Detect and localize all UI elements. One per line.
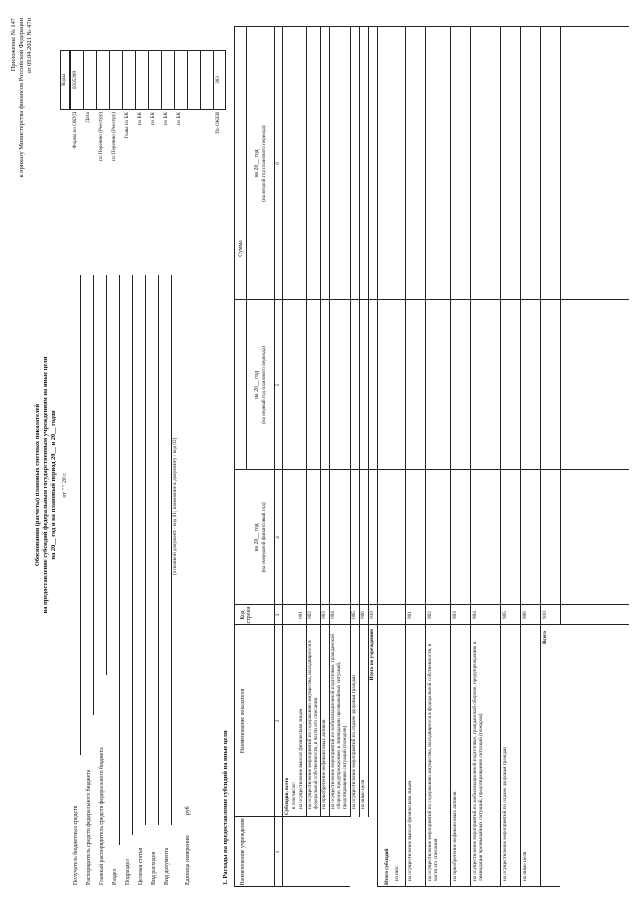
- field-recipient: Получатель бюджетных средств: [73, 805, 79, 885]
- code-label-registry-2: по Перечню (Реестру): [111, 112, 117, 161]
- row-code: 903: [452, 611, 458, 619]
- col-num-5: 5: [275, 383, 281, 387]
- row-code: 906: [522, 611, 528, 619]
- table-row: на иные цели: [522, 851, 528, 881]
- code-label-bk-2: по БК: [150, 112, 156, 126]
- field-manager: Распорядитель средств федерального бюджета: [86, 769, 92, 885]
- appendix-line-2: к приказу Министерства финансов Российской Федерации: [18, 18, 25, 178]
- code-label-bk-1: по БК: [137, 112, 143, 126]
- field-subsection: Подраздел: [125, 859, 131, 885]
- col-row-code: Код строки: [240, 606, 253, 624]
- field-unit: Единица измерения:: [185, 834, 191, 885]
- code-label-glava: Глава по БК: [124, 112, 130, 139]
- table-row: на осуществление мероприятий по содержанию имущества, находящегося в федеральной собственности, в части его списания: [307, 640, 319, 809]
- field-expense-type: Вид расходов: [151, 851, 157, 885]
- row-code: 003: [321, 611, 327, 619]
- sum-header: Сумма: [238, 240, 244, 257]
- col-institution: Наименование учреждения: [240, 818, 246, 886]
- table-row: на осуществление выплат физическим лицам: [298, 708, 304, 809]
- appendix-line-3: от 09.04.2021 № 47н: [26, 18, 33, 74]
- table-row: в том числе:: [291, 781, 297, 809]
- row-code: 005: [351, 611, 357, 619]
- title-line-3: на 20__ год и на плановый период 20__ и 20__ годов: [50, 410, 57, 560]
- code-value-okud: 0505399: [72, 70, 78, 90]
- code-label-registry-1: по Перечню (Реестру): [98, 112, 104, 161]
- row-code: 901: [407, 611, 413, 619]
- table-row: Итого субсидий: [384, 848, 390, 885]
- row-code: 902: [427, 611, 433, 619]
- codes-header: Коды: [61, 74, 67, 86]
- table-row: на осуществление мероприятий по содержанию имущества, находящегося в федеральной собственности, в части его списания: [427, 643, 439, 881]
- row-code: 910: [542, 611, 548, 619]
- date-line: от " " 20 г.: [62, 472, 68, 498]
- table-row: на приобретение нефинансовых активов: [452, 791, 458, 881]
- code-value-okei: 383: [215, 76, 221, 84]
- title-line-1: Обоснования (расчеты) плановых сметных показателей: [34, 403, 41, 567]
- row-code: 010: [369, 611, 375, 619]
- field-target-article: Целевая статья: [138, 847, 144, 885]
- appendix-line-1: Приложение № 147: [10, 18, 17, 72]
- table-row: на иные цели: [360, 779, 366, 809]
- row-code: 006: [360, 611, 366, 619]
- col-year-2-sub: (на первый год планового периода): [261, 346, 267, 424]
- section-title: 1. Расходы на предоставление субсидий на иные цели: [222, 730, 229, 885]
- col-num-4: 4: [275, 536, 281, 539]
- col-year-3-sub: (на второй год планового периода): [261, 125, 267, 202]
- field-chief-manager: Главный распорядитель средств федерального бюджета: [99, 747, 105, 885]
- table-row: на осуществление мероприятий по мобилизационной подготовке, гражданской обороне, предупреждению и ликвидации чрезвычайных ситуаций, предотвращению ситуаций (пожаров): [472, 641, 484, 881]
- code-label-okud: Форма по ОКУД: [72, 112, 78, 149]
- table-row: Субсидия, всего: [284, 777, 290, 815]
- col-num-1: 1: [275, 850, 281, 854]
- table-row: Всего: [542, 631, 548, 644]
- row-code: 001: [298, 611, 304, 619]
- row-code: 905: [502, 611, 508, 619]
- code-label-bk-3: по БК: [163, 112, 169, 126]
- unit-value: руб: [185, 806, 191, 815]
- col-num-3: 3: [275, 613, 281, 617]
- col-year-1-sub: (на очередной финансовый год): [261, 502, 267, 573]
- table-row: Итого по учреждению: [369, 629, 375, 681]
- row-code: 002: [307, 611, 313, 619]
- table-row: на приобретение нефинансовых активов: [321, 719, 327, 809]
- row-code: 004: [330, 611, 336, 619]
- table-row: на осуществление мероприятий по охране здоровья граждан: [502, 747, 508, 881]
- col-num-6: 6: [275, 162, 281, 165]
- col-num-2: 2: [275, 719, 281, 723]
- table-row: на осуществление мероприятий по мобилизационной подготовке, гражданской обороне, предупреждению и ликвидации чрезвычайных ситуаций, предотвращению ситуаций (пожаров): [330, 634, 348, 809]
- code-label-bk-4: по БК: [176, 112, 182, 126]
- document-type-hint: (основной документ - код 01; изменение к документу - код 02): [172, 437, 178, 575]
- code-label-date: Дата: [85, 112, 91, 123]
- field-section: Раздел: [112, 868, 118, 885]
- code-label-okei: По ОКЕИ: [215, 112, 221, 134]
- table-row: на осуществление выплат физическим лицам: [407, 780, 413, 881]
- table-row: на осуществление мероприятий по охране здоровья граждан: [351, 675, 357, 809]
- col-year-2: на 20__ год: [254, 370, 260, 400]
- col-year-1: на 20__ год: [254, 523, 260, 552]
- title-line-2: на предоставление субсидий федеральным государственным учреждениям на иные цели: [42, 356, 49, 614]
- col-year-3: на 20__ год: [254, 149, 260, 178]
- col-indicator: Наименование показателя: [240, 688, 246, 754]
- table-row: из них:: [394, 865, 400, 881]
- field-document-type: Вид документа: [164, 847, 170, 885]
- row-code: 904: [472, 611, 478, 619]
